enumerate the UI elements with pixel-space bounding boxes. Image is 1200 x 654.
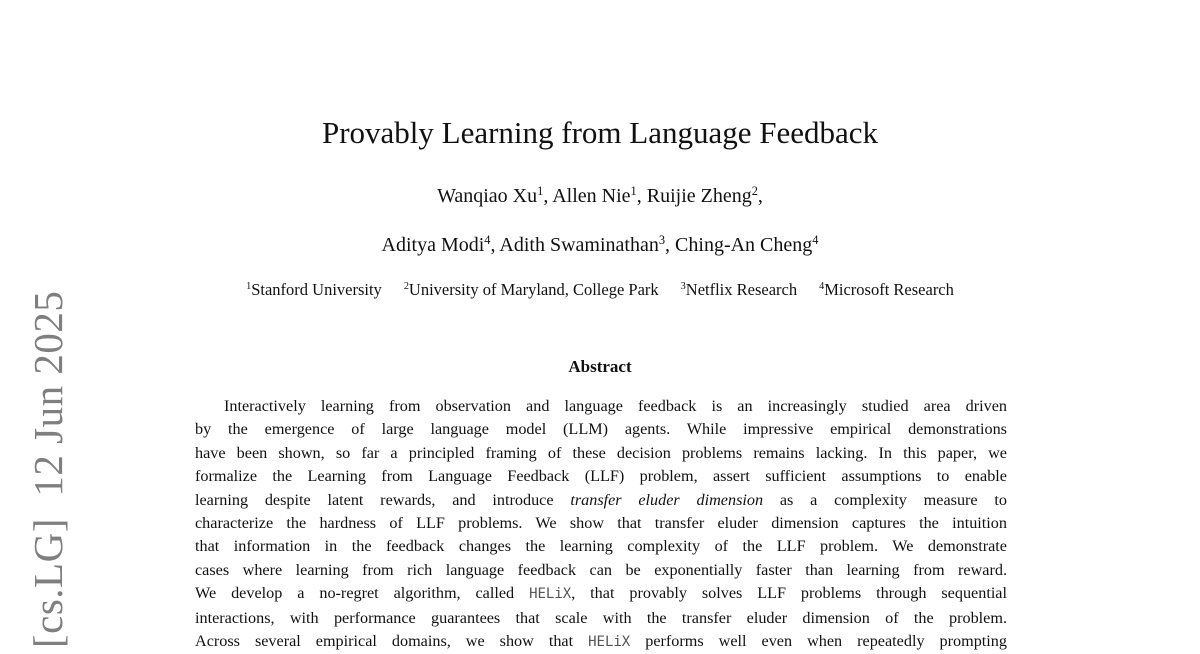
author-affiliation-mark: 2 (751, 184, 758, 199)
author-affiliation-mark: 1 (537, 184, 544, 199)
paper-title: Provably Learning from Language Feedback (321, 115, 879, 150)
abstract-line: interactions, with performance guarantees that scale with the transfer eluder dimension of the problem. (195, 608, 1007, 627)
algorithm-name: HELiX (588, 634, 631, 651)
abstract-body (195, 395, 1007, 654)
affiliation-name: Stanford University (251, 280, 382, 299)
author-affiliation-mark: 3 (658, 233, 666, 248)
abstract-line: We develop a no-regret algorithm, called HELiX, that provably solves LLF problems through sequential (195, 584, 1007, 603)
affiliation-item (246, 280, 382, 299)
abstract-line: formalize the Learning from Language Feedback (LLF) problem, assert sufficient assumptions to enable (195, 467, 1007, 486)
abstract-line: by the emergence of large language model (LLM) agents. While impressive empirical demonstrations (195, 420, 1007, 439)
author-affiliation-mark: 1 (630, 184, 637, 199)
author-line-2: Aditya Modi$^4$, Adith Swaminathan$^3$, Ching-An Cheng$^4$ (381, 233, 819, 256)
affiliation-name: University of Maryland, College Park (408, 280, 659, 299)
abstract-line: learning despite latent rewards, and introduce transfer eluder dimension as a complexity measure to (195, 490, 1007, 509)
emphasized-term: transfer eluder dimension (570, 490, 764, 509)
abstract-line: that information in the feedback changes the learning complexity of the LLF problem. We demonstrate (195, 537, 1007, 556)
abstract-line: characterize the hardness of LLF problems. We show that transfer eluder dimension captures the intuition (195, 514, 1007, 533)
author-name: Wanqiao Xu (437, 185, 538, 207)
abstract-line: Across several empirical domains, we show that HELiX performs well even when repeatedly prompting (195, 632, 1007, 651)
author-affiliation-mark: 4 (484, 233, 491, 248)
author-name: Adith Swaminathan (499, 234, 659, 256)
abstract-line: cases where learning from rich language feedback can be exponentially faster than learning from reward. (195, 560, 1007, 579)
affiliation-number: 1 (246, 281, 252, 293)
author-name: Ruijie Zheng (646, 185, 752, 207)
author-name: Aditya Modi (381, 234, 485, 256)
affiliation-number: 3 (680, 281, 686, 293)
affiliation-item (681, 280, 797, 299)
affiliation-item (404, 280, 659, 299)
affiliation-number: 4 (819, 281, 825, 293)
affiliation-name: Microsoft Research (824, 280, 954, 299)
affiliations (0, 280, 1200, 300)
arxiv-category: [cs.LG] (25, 518, 71, 648)
algorithm-name: HELiX (529, 586, 572, 603)
author-line-1: Wanqiao Xu$^1$, Allen Nie$^1$, Ruijie Zheng$^2$, (437, 184, 763, 207)
affiliation-name: Netflix Research (685, 280, 798, 299)
author-affiliation-mark: 4 (812, 233, 819, 248)
arxiv-sidebar-stamp (27, 291, 69, 648)
author-name: Allen Nie (552, 185, 631, 207)
abstract-line: Interactively learning from observation and language feedback is an increasingly studied area driven (224, 397, 1007, 415)
arxiv-date: 12 Jun 2025 (25, 290, 71, 497)
affiliation-number: 2 (403, 281, 409, 293)
author-name: Ching-An Cheng (675, 234, 813, 256)
abstract-heading: Abstract (568, 357, 632, 376)
abstract-line: have been shown, so far a principled framing of these decision problems remains lacking. In this paper, we (195, 443, 1007, 462)
affiliation-item (819, 280, 954, 299)
